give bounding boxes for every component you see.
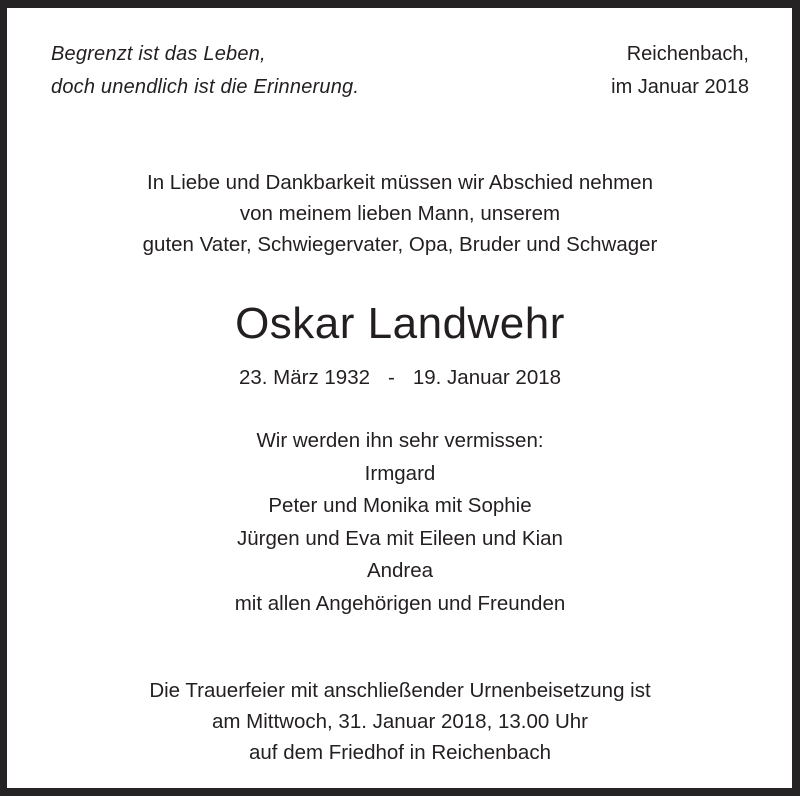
date-separator: - [388, 366, 395, 389]
mourner-item: mit allen Angehörigen und Freunden [234, 591, 566, 615]
place-date [611, 38, 749, 104]
mourner-item: Irmgard [364, 461, 436, 485]
mourner-item: Peter und Monika mit Sophie [268, 494, 532, 518]
birth-date: 23. März 1932 [238, 366, 371, 389]
intro-line-1: In Liebe und Dankbarkeit müssen wir Abschied nehmen [147, 171, 653, 194]
mourners-list [0, 425, 800, 621]
intro-text [0, 167, 800, 260]
service-info [0, 675, 800, 768]
mourner-item: Jürgen und Eva mit Eileen und Kian [237, 526, 563, 550]
mourners-heading: Wir werden ihn sehr vermissen: [256, 429, 544, 452]
motto [51, 38, 359, 104]
service-line-3: auf dem Friedhof in Reichenbach [249, 741, 551, 764]
place: Reichenbach, [626, 43, 749, 65]
life-dates [0, 362, 800, 393]
intro-line-2: von meinem lieben Mann, unserem [239, 202, 561, 225]
intro-line-3: guten Vater, Schwiegervater, Opa, Bruder und Schwager [142, 233, 658, 256]
deceased-name: Oskar Landwehr [235, 299, 565, 348]
motto-line-2: doch unendlich ist die Erinnerung. [51, 76, 360, 98]
service-line-1: Die Trauerfeier mit anschließender Urnenbeisetzung ist [149, 679, 651, 702]
mourner-item: Andrea [366, 559, 434, 583]
date: im Januar 2018 [611, 76, 749, 98]
death-date: 19. Januar 2018 [412, 366, 562, 389]
service-line-2: am Mittwoch, 31. Januar 2018, 13.00 Uhr [211, 710, 589, 733]
motto-line-1: Begrenzt ist das Leben, [51, 43, 266, 65]
